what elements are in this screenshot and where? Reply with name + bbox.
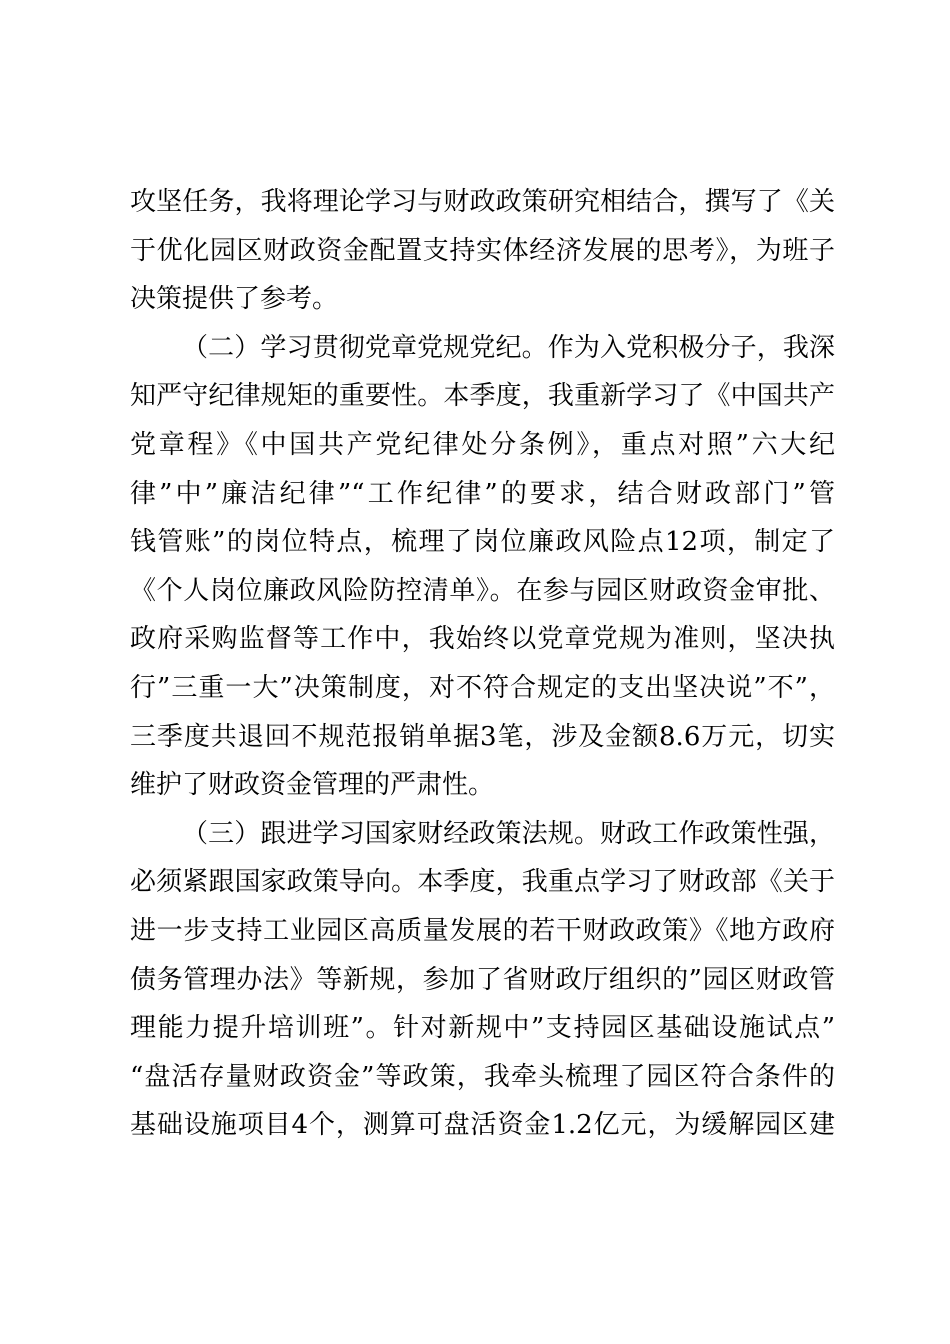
text-line: 钱管账”的岗位特点，梳理了岗位廉政风险点12项，制定了 — [130, 527, 835, 558]
text-line: 理能力提升培训班”。针对新规中”支持园区基础设施试点” — [130, 1013, 835, 1044]
text-line: 党章程》《中国共产党纪律处分条例》，重点对照”六大纪 — [130, 429, 835, 460]
section-heading-line: （三）跟进学习国家财经政策法规。财政工作政策性强， — [182, 818, 835, 849]
text-line: 律”中”廉洁纪律”“工作纪律”的要求，结合财政部门”管 — [130, 478, 835, 509]
text-line: 攻坚任务，我将理论学习与财政政策研究相结合，撰写了《关 — [130, 187, 835, 217]
section-heading-line: （二）学习贯彻党章党规党纪。作为入党积极分子，我深 — [182, 332, 835, 363]
text-line: 必须紧跟国家政策导向。本季度，我重点学习了财政部《关于 — [130, 867, 835, 898]
text-line: 《个人岗位廉政风险防控清单》。在参与园区财政资金审批、 — [130, 575, 835, 606]
text-line: 进一步支持工业园区高质量发展的若干财政政策》《地方政府 — [130, 915, 835, 946]
text-line: 三季度共退回不规范报销单据3笔，涉及金额8.6万元，切实 — [130, 721, 835, 752]
text-line: 债务管理办法》等新规，参加了省财政厅组织的”园区财政管 — [130, 964, 835, 995]
text-line: 维护了财政资金管理的严肃性。 — [130, 770, 495, 801]
text-line: 行”三重一大”决策制度，对不符合规定的支出坚决说”不”， — [130, 672, 835, 703]
body-text — [130, 178, 835, 1150]
text-line: 决策提供了参考。 — [130, 284, 339, 315]
text-line: “盘活存量财政资金”等政策，我牵头梳理了园区符合条件的 — [130, 1061, 835, 1092]
text-line: 知严守纪律规矩的重要性。本季度，我重新学习了《中国共产 — [130, 381, 835, 412]
text-line: 于优化园区财政资金配置支持实体经济发展的思考》，为班子 — [130, 235, 835, 266]
text-line: 政府采购监督等工作中，我始终以党章党规为准则，坚决执 — [130, 624, 835, 655]
text-line: 基础设施项目4个，测算可盘活资金1.2亿元，为缓解园区建 — [130, 1110, 835, 1141]
